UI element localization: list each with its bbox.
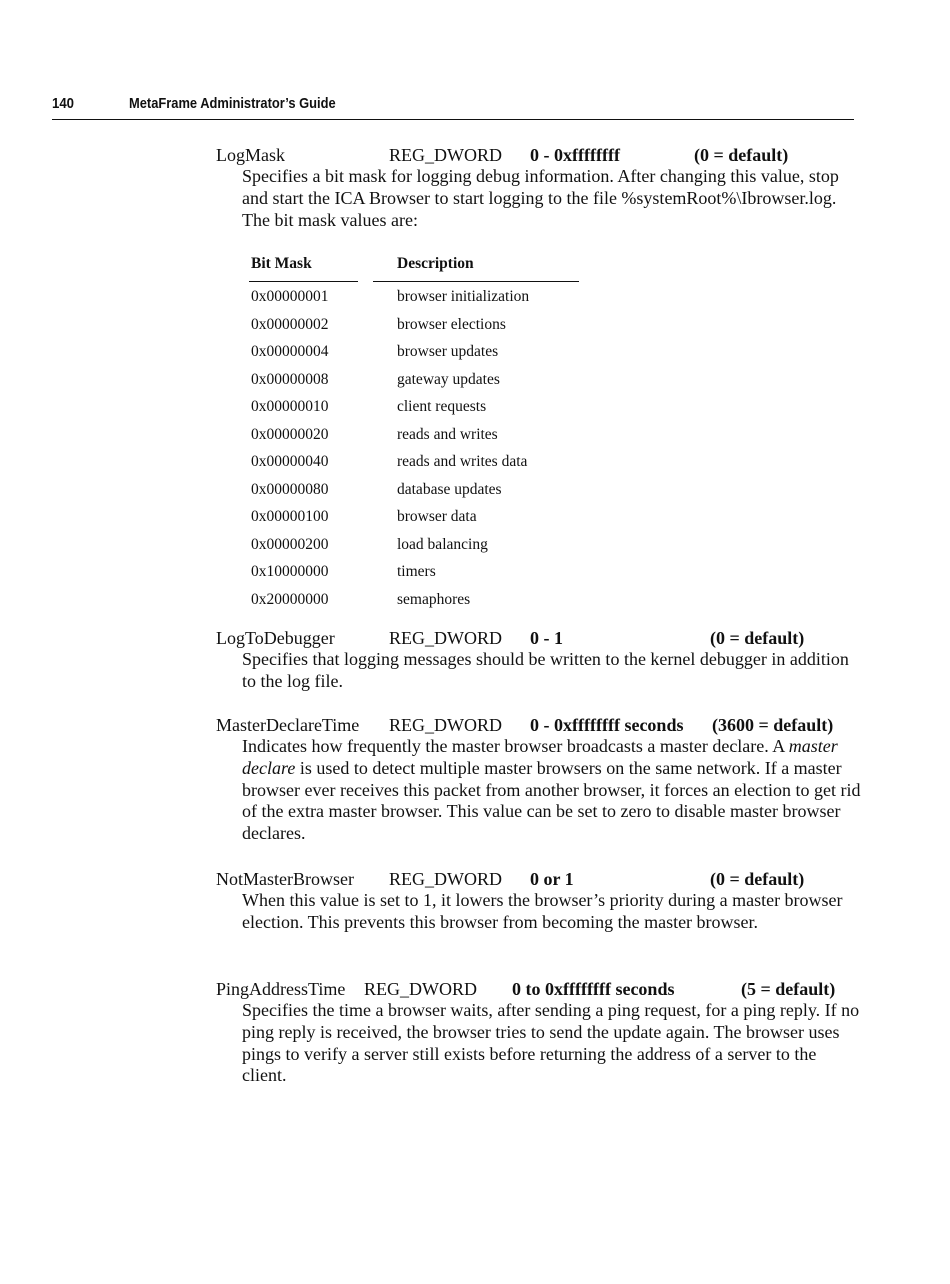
value-range: 0 - 0xffffffff seconds xyxy=(530,715,684,735)
table-row xyxy=(251,283,581,311)
value-range: 0 - 1 xyxy=(530,628,563,648)
bitmask-cell: 0x00000002 xyxy=(251,315,329,333)
value-type: REG_DWORD xyxy=(389,715,502,735)
value-default: (5 = default) xyxy=(741,979,836,999)
bitmask-cell: 0x00000020 xyxy=(251,425,329,443)
value-name: NotMasterBrowser xyxy=(216,869,354,889)
table-row xyxy=(251,366,581,394)
entry-heading xyxy=(216,144,866,166)
entry-description: Specifies that logging messages should be written to the kernel debugger in addition to the log file. xyxy=(242,649,849,691)
table-row xyxy=(251,421,581,449)
entry-pingaddresstime xyxy=(216,978,866,1087)
description-cell: browser elections xyxy=(397,315,506,333)
value-name: LogMask xyxy=(216,145,285,165)
table-row xyxy=(251,558,581,586)
bitmask-cell: 0x00000004 xyxy=(251,343,329,360)
bitmask-cell: 0x00000100 xyxy=(251,508,329,525)
running-title: MetaFrame Administrator’s Guide xyxy=(129,95,336,112)
bitmask-cell: 0x00000080 xyxy=(251,480,329,498)
bitmask-cell: 0x00000010 xyxy=(251,398,329,415)
header-rule xyxy=(249,281,358,282)
bitmask-cell: 0x10000000 xyxy=(251,563,329,580)
description-cell: semaphores xyxy=(397,590,471,608)
value-default: (3600 = default) xyxy=(712,715,834,735)
description-cell: browser data xyxy=(397,508,477,525)
description-cell: browser updates xyxy=(397,343,499,360)
entry-heading xyxy=(216,714,866,736)
bitmask-cell: 0x00000001 xyxy=(251,288,329,305)
value-type: REG_DWORD xyxy=(364,979,477,999)
description-cell: reads and writes data xyxy=(397,453,528,470)
entry-description: When this value is set to 1, it lowers the browser’s priority during a master browser election. This prevents this browser from becoming the master browser. xyxy=(242,890,843,932)
entry-heading xyxy=(216,627,866,649)
table-row xyxy=(251,448,581,476)
entry-logmask xyxy=(216,144,866,231)
value-name: LogToDebugger xyxy=(216,628,335,648)
description-text: Indicates how frequently the master browser broadcasts a master declare. A xyxy=(242,736,789,756)
bitmask-cell: 0x00000008 xyxy=(251,370,329,388)
header-rule xyxy=(373,281,579,282)
description-cell: timers xyxy=(397,563,436,580)
table-row xyxy=(251,503,581,531)
description-cell: reads and writes xyxy=(397,425,498,443)
entry-heading xyxy=(216,868,866,890)
value-type: REG_DWORD xyxy=(389,628,502,648)
description-cell: load balancing xyxy=(397,535,488,553)
entry-notmasterbrowser xyxy=(216,868,866,934)
description-cell: client requests xyxy=(397,398,487,415)
value-range: 0 to 0xffffffff seconds xyxy=(512,979,675,999)
table-body xyxy=(251,283,581,613)
bitmask-cell: 0x00000040 xyxy=(251,453,329,470)
page-number: 140 xyxy=(52,95,75,112)
table-row xyxy=(251,476,581,504)
bitmask-cell: 0x20000000 xyxy=(251,590,329,608)
entry-description xyxy=(242,736,862,845)
entry-masterdeclaretime xyxy=(216,714,866,845)
entry-description: Specifies a bit mask for logging debug information. After changing this value, stop and start the ICA Browser to start logging to the file %systemRoot%\Ibrowser.log. The bit mask values are: xyxy=(242,166,839,230)
entry-description: Specifies the time a browser waits, after sending a ping request, for a ping reply. If no ping reply is received, the browser tries to send the update again. The browser uses pings to verify a server still exists before returning the address of a server to the client. xyxy=(242,1000,860,1086)
table-row xyxy=(251,311,581,339)
value-default: (0 = default) xyxy=(710,869,805,889)
description-cell: database updates xyxy=(397,480,502,498)
table-row xyxy=(251,393,581,421)
value-range: 0 or 1 xyxy=(530,869,574,889)
value-type: REG_DWORD xyxy=(389,145,502,165)
value-name: MasterDeclareTime xyxy=(216,715,360,735)
column-header-bitmask: Bit Mask xyxy=(251,255,312,272)
entry-heading xyxy=(216,978,866,1000)
value-default: (0 = default) xyxy=(710,628,805,648)
bitmask-cell: 0x00000200 xyxy=(251,535,329,553)
table-row xyxy=(251,338,581,366)
column-header-description: Description xyxy=(397,255,474,272)
description-cell: gateway updates xyxy=(397,370,500,388)
page-header xyxy=(52,95,854,120)
value-default: (0 = default) xyxy=(694,145,789,165)
value-range: 0 - 0xffffffff xyxy=(530,145,620,165)
entry-logtodebugger xyxy=(216,627,866,693)
table-row xyxy=(251,586,581,614)
value-name: PingAddressTime xyxy=(216,979,346,999)
term-emphasis: master declare xyxy=(242,736,838,778)
description-text: is used to detect multiple master browsers on the same network. If a master browser ever receives this packet from another browser, it forces an election to get rid of the extra master browser. This value can be set to zero to disable master browser declares. xyxy=(242,757,861,844)
value-type: REG_DWORD xyxy=(389,869,502,889)
table-row xyxy=(251,531,581,559)
description-cell: browser initialization xyxy=(397,288,530,305)
